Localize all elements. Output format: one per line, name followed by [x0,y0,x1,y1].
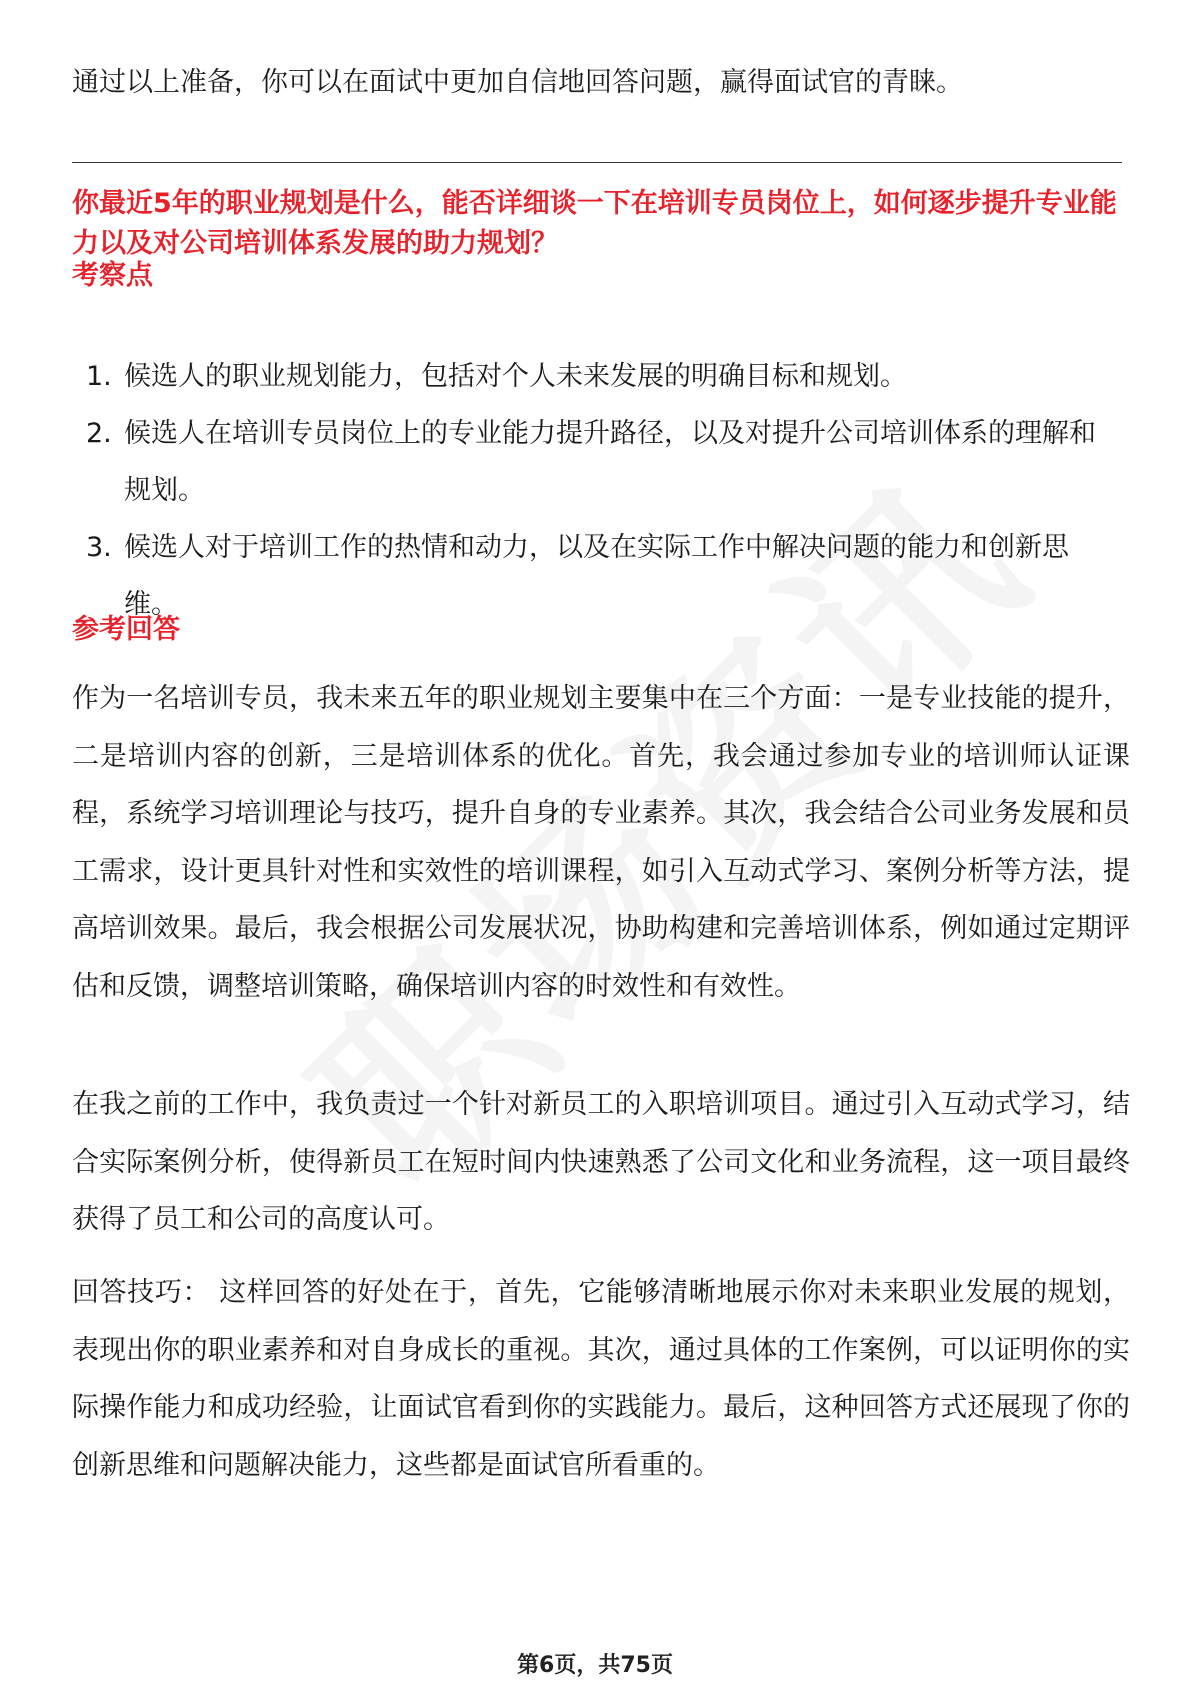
question-heading: 你最近5年的职业规划是什么，能否详细谈一下在培训专员岗位上，如何逐步提升专业能力以及对公司培训体系发展的助力规划？ [72,188,1117,259]
list-number: 2. [86,418,112,449]
page-footer: 第6页，共75页 [517,1653,673,1678]
list-item [72,348,1122,405]
list-item-text: 候选人对于培训工作的热情和动力，以及在实际工作中解决问题的能力和创新思维。 [124,532,1069,620]
list-item-text: 候选人的职业规划能力，包括对个人未来发展的明确目标和规划。 [124,361,907,392]
list-number: 1. [86,361,112,392]
list-number: 3. [86,532,112,563]
section-title-points: 考察点 [72,260,153,291]
list-item-text: 候选人在培训专员岗位上的专业能力提升路径，以及对提升公司培训体系的理解和规划。 [124,418,1096,506]
section-title-answer: 参考回答 [72,614,180,645]
answer-tips-paragraph: 回答技巧： 这样回答的好处在于，首先，它能够清晰地展示你对未来职业发展的规划，表现出你的职业素养和对自身成长的重视。其次，通过具体的工作案例，可以证明你的实际操作能力和成功经验，让面试官看到你的实践能力。最后，这种回答方式还展现了你的创新思维和问题解决能力，这些都是面试官所看重的。 [72,1277,1130,1481]
divider [72,162,1122,163]
list-item [72,405,1122,519]
intro-text: 通过以上准备，你可以在面试中更加自信地回答问题，赢得面试官的青睐。 [72,67,963,98]
list-item [72,519,1122,633]
answer-paragraph-2: 在我之前的工作中，我负责过一个针对新员工的入职培训项目。通过引入互动式学习，结合实际案例分析，使得新员工在短时间内快速熟悉了公司文化和业务流程，这一项目最终获得了员工和公司的高度认可。 [72,1089,1130,1235]
answer-paragraph-1: 作为一名培训专员，我未来五年的职业规划主要集中在三个方面：一是专业技能的提升，二是培训内容的创新，三是培训体系的优化。首先，我会通过参加专业的培训师认证课程，系统学习培训理论与技巧，提升自身的专业素养。其次，我会结合公司业务发展和员工需求，设计更具针对性和实效性的培训课程，如引入互动式学习、案例分析等方法，提高培训效果。最后，我会根据公司发展状况，协助构建和完善培训体系，例如通过定期评估和反馈，调整培训策略，确保培训内容的时效性和有效性。 [72,683,1130,1002]
points-list [72,348,1122,633]
